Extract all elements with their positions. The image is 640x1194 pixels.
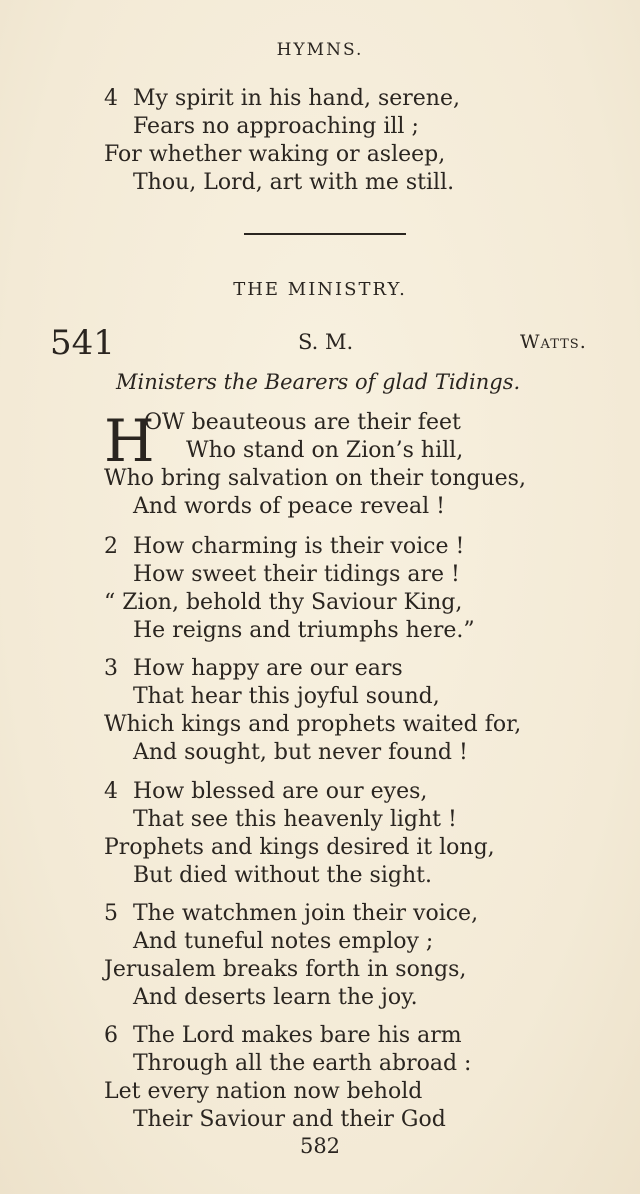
verse-line: And tuneful notes employ ;	[133, 929, 434, 954]
verse-line: Which kings and prophets waited for,	[104, 712, 522, 737]
verse-line: Who stand on Zion’s hill,	[186, 438, 464, 463]
stanza-number: 3	[104, 656, 118, 681]
verse-line: Let every nation now behold	[104, 1079, 423, 1104]
verse-line: Their Saviour and their God	[133, 1107, 446, 1132]
hymn-number: 541	[50, 323, 115, 363]
verse-line: And deserts learn the joy.	[133, 985, 418, 1010]
stanza-number: 2	[104, 534, 118, 559]
verse-line: For whether waking or asleep,	[104, 142, 446, 167]
verse-line: And words of peace reveal !	[133, 494, 445, 519]
stanza-number: 5	[104, 901, 118, 926]
verse-line: But died without the sight.	[133, 863, 432, 888]
verse-line: How blessed are our eyes,	[133, 779, 428, 804]
verse-line: That see this heavenly light !	[133, 807, 457, 832]
verse-line: Fears no approaching ill ;	[133, 114, 419, 139]
verse-line: The Lord makes bare his arm	[133, 1023, 462, 1048]
verse-line: My spirit in his hand, serene,	[133, 86, 460, 111]
hymn-subtitle: Ministers the Bearers of glad Tidings.	[116, 370, 521, 394]
verse-line: Who bring salvation on their tongues,	[104, 466, 526, 491]
page-number: 582	[299, 1134, 341, 1158]
verse-line: How happy are our ears	[133, 656, 403, 681]
verse-line: Jerusalem breaks forth in songs,	[104, 957, 467, 982]
hymn-author: Watts.	[520, 331, 587, 353]
section-divider	[244, 233, 406, 235]
verse-line: Through all the earth abroad :	[133, 1051, 472, 1076]
verse-line: Thou, Lord, art with me still.	[133, 170, 455, 195]
verse-line: He reigns and triumphs here.”	[133, 618, 475, 643]
verse-line: Prophets and kings desired it long,	[104, 835, 495, 860]
section-title: THE MINISTRY.	[233, 279, 407, 300]
verse-line: How sweet their tidings are !	[133, 562, 460, 587]
stanza-number: 4	[104, 779, 118, 804]
verse-line: And sought, but never found !	[133, 740, 468, 765]
hymn-meter: S. M.	[298, 330, 354, 354]
verse-line: OW beauteous are their feet	[144, 410, 461, 435]
running-head: HYMNS.	[276, 40, 364, 60]
verse-line: That hear this joyful sound,	[133, 684, 440, 709]
stanza-number: 6	[104, 1023, 118, 1048]
drop-cap: H	[104, 407, 155, 475]
verse-line: How charming is their voice !	[133, 534, 465, 559]
verse-line: The watchmen join their voice,	[133, 901, 479, 926]
stanza-number: 4	[104, 86, 118, 111]
verse-line: “ Zion, behold thy Saviour King,	[104, 590, 463, 615]
